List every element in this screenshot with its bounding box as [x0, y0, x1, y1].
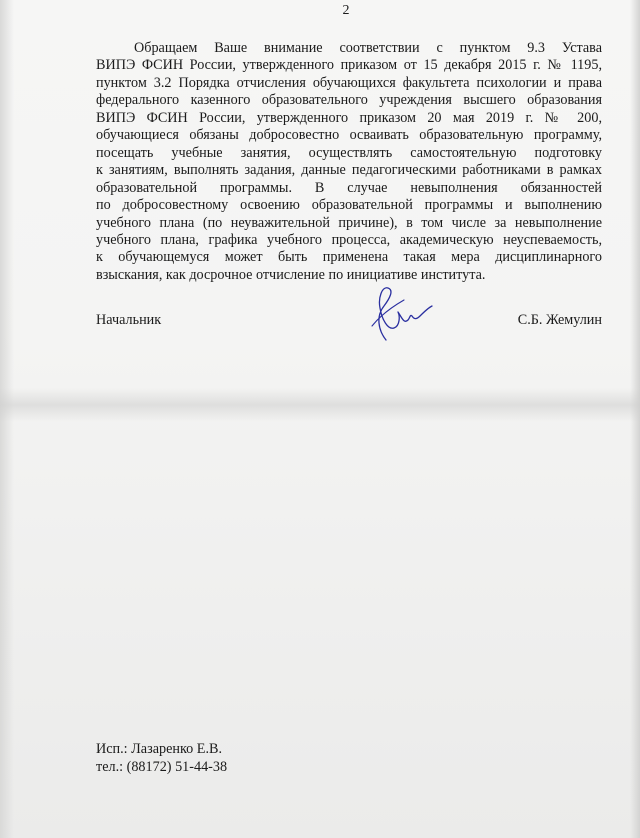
body-line: учебного плана, графика учебного процесса, академическую неуспеваемость,	[96, 231, 602, 248]
body-line: Обращаем Ваше внимание соответствии с пунктом 9.3 Устава	[134, 40, 602, 56]
executor-phone: тел.: (88172) 51-44-38	[96, 758, 228, 775]
executor-block	[96, 741, 227, 776]
body-line: по добросовестному освоению образовательной программы и выполнению	[96, 197, 602, 214]
body-line: обучающиеся обязаны добросовестно осваивать образовательную программу,	[96, 127, 602, 144]
page-number: 2	[342, 3, 350, 18]
paper-fold	[0, 388, 640, 422]
letter-body	[96, 40, 602, 284]
body-line: взыскания, как досрочное отчисление по инициативе института.	[96, 266, 486, 283]
body-line: ВИПЭ ФСИН России, утвержденного приказом 20 мая 2019 г. № 200,	[96, 109, 602, 126]
handwritten-signature	[364, 286, 434, 344]
body-line: посещать учебные занятия, осуществлять самостоятельную подготовку	[96, 144, 602, 161]
signer-position: Начальник	[96, 312, 162, 328]
body-line: образовательной программы. В случае невыполнения обязанностей	[96, 179, 602, 196]
body-line: пунктом 3.2 Порядка отчисления обучающихся факультета психологии и права	[96, 74, 602, 91]
signer-name: С.Б. Жемулин	[517, 312, 602, 328]
body-line: федерального казенного образовательного учреждения высшего образования	[96, 92, 602, 109]
body-line: ВИПЭ ФСИН России, утвержденного приказом от 15 декабря 2015 г. № 1195,	[96, 57, 602, 74]
body-line: учебного плана (по неуважительной причине), в том числе за невыполнение	[96, 214, 602, 231]
body-line: к занятиям, выполнять задания, данные педагогическими работниками в рамках	[96, 162, 602, 179]
signature-block	[96, 308, 602, 338]
body-line: к обучающемуся может быть применена такая мера дисциплинарного	[96, 249, 602, 266]
executor-name: Исп.: Лазаренко Е.В.	[96, 741, 223, 757]
